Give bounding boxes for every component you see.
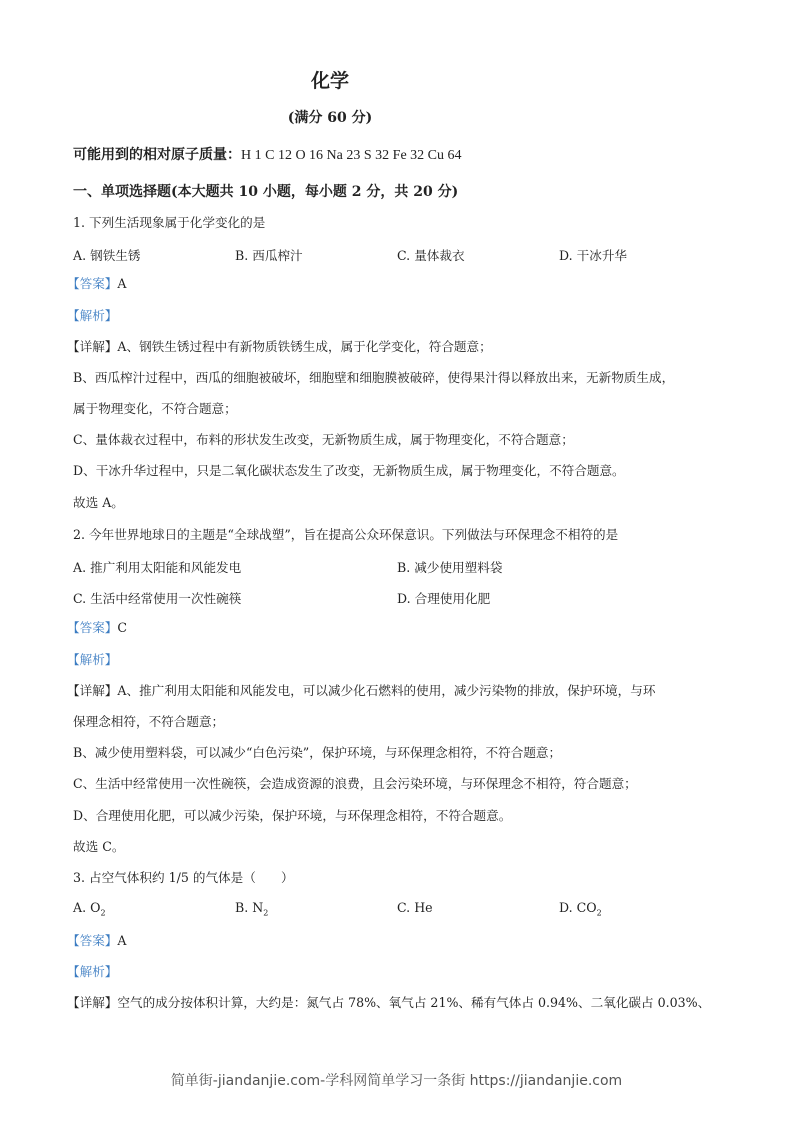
q2-detail-3: C、生活中经常使用一次性碗筷，会造成资源的浪费，且会污染环境，与环保理念不相符，符合题意；: [73, 776, 637, 791]
atomic-mass-label: 可能用到的相对原子质量：: [73, 147, 241, 163]
answer-tag: 【答案】: [67, 933, 118, 948]
q2-detail-0: [67, 682, 655, 700]
q2-analysis-tag: 【解析】: [67, 652, 118, 667]
q2-detail-2: B、减少使用塑料袋，可以减少“白色污染”，保护环境，与环保理念相符，不符合题意；: [73, 745, 562, 760]
detail-tag: 【详解】: [67, 995, 118, 1010]
footer-watermark: 简单街-jiandanjie.com-学科网简单学习一条街 https://jiandanjie.com: [170, 1073, 623, 1089]
q2-option-d: D. 合理使用化肥: [397, 591, 491, 606]
q3-answer: [67, 932, 126, 950]
q1-detail-3: C、量体裁衣过程中，布料的形状发生改变，无新物质生成，属于物理变化，不符合题意；: [73, 432, 574, 447]
answer-value: A: [117, 933, 127, 948]
q1-option-b: B. 西瓜榨汁: [235, 248, 303, 263]
q1-conclusion: 故选 A。: [73, 495, 124, 510]
atomic-mass-line: [73, 144, 462, 164]
q3-option-c: C. He: [397, 900, 433, 915]
q3-analysis-tag: 【解析】: [67, 964, 118, 979]
q2-option-a: A. 推广利用太阳能和风能发电: [73, 560, 242, 575]
q1-option-a: A. 钢铁生锈: [73, 248, 141, 263]
detail-tag: 【详解】: [67, 683, 118, 698]
q1-analysis-tag: 【解析】: [67, 308, 118, 323]
q2-option-b: B. 减少使用塑料袋: [397, 560, 503, 575]
q2-conclusion: 故选 C。: [73, 839, 125, 854]
q2-option-c: C. 生活中经常使用一次性碗筷: [73, 591, 242, 606]
q1-option-c: C. 量体裁衣: [397, 248, 465, 263]
q1-detail-0: [67, 338, 492, 356]
question-3-stem: 3. 占空气体积约 1/5 的气体是（ ）: [73, 870, 294, 885]
detail-text: A、推广利用太阳能和风能发电，可以减少化石燃料的使用，减少污染物的排放，保护环境，与环: [117, 683, 656, 698]
question-1-stem: 1. 下列生活现象属于化学变化的是: [73, 215, 266, 230]
detail-text: 空气的成分按体积计算，大约是：氮气占 78%、氧气占 21%、稀有气体占 0.94%、二氧化碳占 0.03%、: [117, 995, 711, 1010]
q2-detail-1: 保理念相符，不符合题意；: [73, 714, 225, 729]
q1-detail-1: B、西瓜榨汁过程中，西瓜的细胞被破坏，细胞壁和细胞膜被破碎，使得果汁得以释放出来，无新物质生成，: [73, 370, 675, 385]
detail-tag: 【详解】: [67, 339, 118, 354]
page-title: 化学: [310, 70, 349, 92]
q3-option-b: B. $N_2$: [235, 900, 269, 918]
q1-option-d: D. 干冰升华: [559, 248, 628, 263]
answer-tag: 【答案】: [67, 620, 118, 635]
q1-detail-4: D、干冰升华过程中，只是二氧化碳状态发生了改变，无新物质生成，属于物理变化，不符合题意。: [73, 463, 625, 478]
page-subtitle: (满分 60 分): [287, 110, 373, 126]
q3-option-d: D. $CO_2$: [559, 900, 602, 918]
q3-detail-0: [67, 994, 710, 1012]
q2-detail-4: D、合理使用化肥，可以减少污染，保护环境，与环保理念相符，不符合题意。: [73, 808, 512, 823]
question-2-stem: 2. 今年世界地球日的主题是“全球战塑”，旨在提高公众环保意识。下列做法与环保理念不相符的是: [73, 527, 619, 542]
answer-value: A: [117, 276, 127, 291]
section-heading: 一、单项选择题(本大题共 10 小题，每小题 2 分，共 20 分): [73, 184, 459, 200]
q1-detail-2: 属于物理变化，不符合题意；: [73, 401, 237, 416]
answer-value: C: [117, 620, 128, 635]
q3-option-a: A. $O_2$: [73, 900, 106, 918]
atomic-mass-values: H 1 C 12 O 16 Na 23 S 32 Fe 32 Cu 64: [241, 148, 462, 163]
q1-answer: [67, 275, 126, 293]
q2-answer: [67, 619, 127, 637]
detail-text: A、钢铁生锈过程中有新物质铁锈生成，属于化学变化，符合题意；: [117, 339, 492, 354]
answer-tag: 【答案】: [67, 276, 118, 291]
